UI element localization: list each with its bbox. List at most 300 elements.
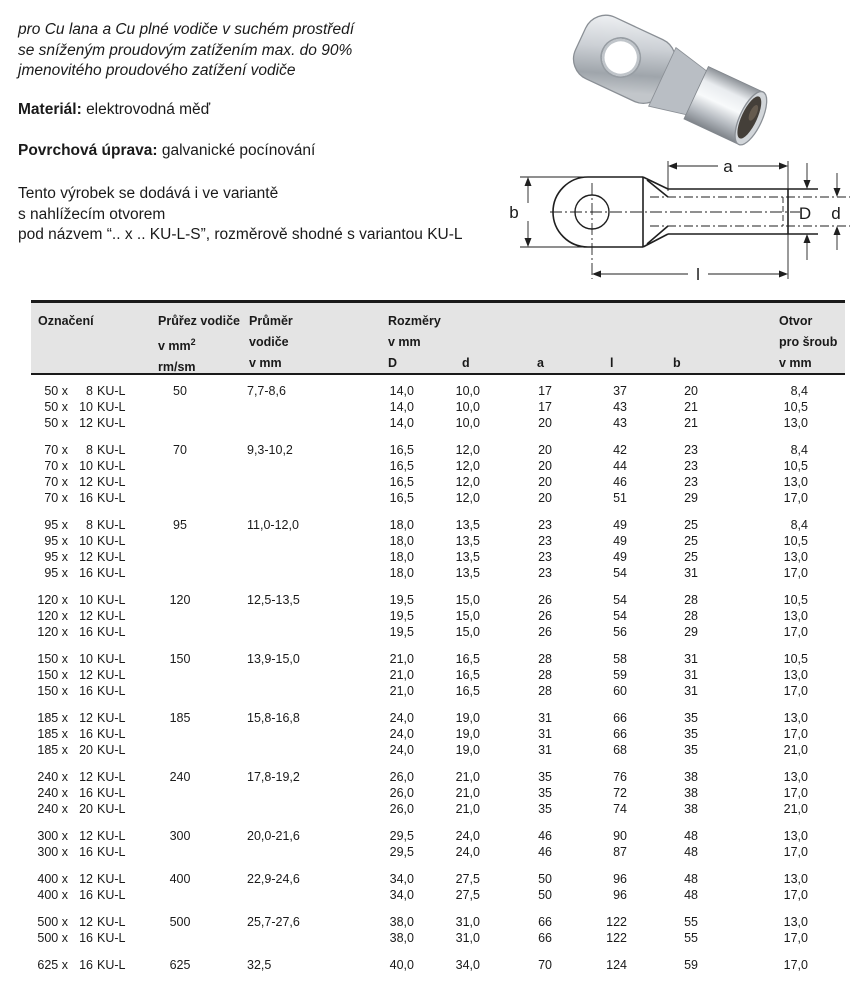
des-num: 20 bbox=[79, 802, 93, 816]
cell-cross-section: 95 bbox=[173, 518, 187, 532]
cell-cross-section: 70 bbox=[173, 443, 187, 457]
table-row bbox=[31, 565, 845, 581]
des-type: KU-L bbox=[97, 416, 126, 430]
cell-dim-l: 66 bbox=[613, 727, 627, 741]
cell-dim-D: 21,0 bbox=[389, 684, 414, 698]
cell-conductor-diameter bbox=[199, 930, 345, 946]
cell-dim-D: 18,0 bbox=[389, 534, 414, 548]
cell-cross-section: 120 bbox=[169, 593, 191, 607]
des-type: KU-L bbox=[97, 802, 126, 816]
cell-dim-D: 19,5 bbox=[389, 609, 414, 623]
cell-designation bbox=[31, 667, 161, 683]
des-num: 16 bbox=[79, 958, 93, 972]
des-type: KU-L bbox=[97, 609, 126, 623]
cell-dim-D: 24,0 bbox=[389, 711, 414, 725]
cell-cross-section bbox=[161, 667, 199, 683]
cell-screw-hole: 10,5 bbox=[783, 593, 808, 607]
cell-designation bbox=[31, 710, 161, 726]
product-photo bbox=[540, 0, 862, 158]
cell-conductor-diameter: 17,8-19,2 bbox=[247, 770, 300, 784]
material-label: Materiál: bbox=[18, 101, 82, 118]
cell-cross-section bbox=[161, 474, 199, 490]
cell-dim-a: 66 bbox=[538, 931, 552, 945]
cell-cross-section bbox=[161, 608, 199, 624]
des-num: 16 bbox=[79, 888, 93, 902]
des-pre: 500 x bbox=[37, 931, 68, 945]
table-row bbox=[31, 517, 845, 533]
cell-cross-section bbox=[161, 887, 199, 903]
cell-screw-hole: 13,0 bbox=[783, 711, 808, 725]
table-group bbox=[31, 383, 845, 431]
cell-cross-section bbox=[161, 458, 199, 474]
cell-dim-b: 48 bbox=[684, 829, 698, 843]
cell-dim-a: 23 bbox=[538, 550, 552, 564]
cell-designation bbox=[31, 828, 161, 844]
cell-dim-D: 29,5 bbox=[389, 829, 414, 843]
cell-designation bbox=[31, 726, 161, 742]
cell-dim-a: 17 bbox=[538, 400, 552, 414]
cell-dim-a: 50 bbox=[538, 888, 552, 902]
cell-dim-a: 46 bbox=[538, 829, 552, 843]
cell-dim-d: 34,0 bbox=[455, 958, 480, 972]
surface-treatment-value: galvanické pocínování bbox=[161, 142, 316, 159]
des-pre: 185 x bbox=[37, 711, 68, 725]
table-row bbox=[31, 383, 845, 399]
cell-dim-a: 28 bbox=[538, 684, 552, 698]
des-pre: 240 x bbox=[37, 802, 68, 816]
cable-lug-image bbox=[566, 8, 775, 154]
cell-dim-b: 21 bbox=[684, 416, 698, 430]
cell-screw-hole: 10,5 bbox=[783, 652, 808, 666]
table-header bbox=[31, 300, 845, 375]
table-row bbox=[31, 930, 845, 946]
cell-dim-d: 19,0 bbox=[455, 743, 480, 757]
table-group bbox=[31, 651, 845, 699]
cell-cross-section bbox=[161, 549, 199, 565]
des-type: KU-L bbox=[97, 770, 126, 784]
cell-dim-l: 68 bbox=[613, 743, 627, 757]
cell-dim-D: 18,0 bbox=[389, 566, 414, 580]
cell-cross-section: 300 bbox=[169, 829, 191, 843]
cell-designation bbox=[31, 914, 161, 930]
cell-dim-a: 35 bbox=[538, 802, 552, 816]
cell-screw-hole: 17,0 bbox=[783, 625, 808, 639]
cell-dim-a: 28 bbox=[538, 652, 552, 666]
cell-screw-hole: 13,0 bbox=[783, 915, 808, 929]
cell-conductor-diameter: 7,7-8,6 bbox=[247, 384, 286, 398]
des-num: 12 bbox=[79, 416, 93, 430]
cell-screw-hole: 13,0 bbox=[783, 872, 808, 886]
cell-dim-l: 87 bbox=[613, 845, 627, 859]
surface-treatment-line bbox=[18, 142, 315, 160]
cell-designation bbox=[31, 549, 161, 565]
cell-dim-a: 50 bbox=[538, 872, 552, 886]
cell-dim-b: 31 bbox=[684, 668, 698, 682]
dim-label-a: a bbox=[723, 157, 733, 176]
header-cross-section: Průřez vodiče v $mm^2$ rm/sm bbox=[158, 314, 240, 375]
cell-dim-D: 16,5 bbox=[389, 475, 414, 489]
cell-designation bbox=[31, 683, 161, 699]
des-num: 16 bbox=[79, 491, 93, 505]
cell-conductor-diameter bbox=[199, 565, 345, 581]
table-row bbox=[31, 742, 845, 758]
des-type: KU-L bbox=[97, 958, 126, 972]
cell-screw-hole: 10,5 bbox=[783, 534, 808, 548]
cell-designation bbox=[31, 769, 161, 785]
cell-dim-a: 17 bbox=[538, 384, 552, 398]
cell-dim-d: 19,0 bbox=[455, 711, 480, 725]
table-row bbox=[31, 533, 845, 549]
cell-dim-l: 43 bbox=[613, 400, 627, 414]
cell-dim-D: 18,0 bbox=[389, 550, 414, 564]
cell-dim-b: 59 bbox=[684, 958, 698, 972]
des-pre: 500 x bbox=[37, 915, 68, 929]
des-pre: 240 x bbox=[37, 770, 68, 784]
des-type: KU-L bbox=[97, 872, 126, 886]
cell-dim-l: 122 bbox=[606, 915, 627, 929]
cell-dim-l: 56 bbox=[613, 625, 627, 639]
intro-paragraph bbox=[18, 20, 354, 82]
cell-dim-l: 54 bbox=[613, 593, 627, 607]
cell-conductor-diameter bbox=[199, 549, 345, 565]
des-num: 12 bbox=[79, 872, 93, 886]
des-num: 12 bbox=[79, 770, 93, 784]
des-num: 12 bbox=[79, 915, 93, 929]
table-row bbox=[31, 914, 845, 930]
cell-screw-hole: 17,0 bbox=[783, 566, 808, 580]
cell-designation bbox=[31, 415, 161, 431]
table-row bbox=[31, 683, 845, 699]
cell-dim-a: 46 bbox=[538, 845, 552, 859]
cell-dim-b: 38 bbox=[684, 802, 698, 816]
header-designation: Označení bbox=[38, 314, 94, 328]
table-row bbox=[31, 726, 845, 742]
des-pre: 185 x bbox=[37, 727, 68, 741]
cell-dim-l: 51 bbox=[613, 491, 627, 505]
des-pre: 240 x bbox=[37, 786, 68, 800]
cell-dim-D: 16,5 bbox=[389, 443, 414, 457]
variant-paragraph bbox=[18, 184, 463, 246]
des-num: 16 bbox=[79, 684, 93, 698]
des-type: KU-L bbox=[97, 475, 126, 489]
des-pre: 95 x bbox=[44, 550, 68, 564]
cell-dim-d: 10,0 bbox=[455, 400, 480, 414]
cell-screw-hole: 17,0 bbox=[783, 491, 808, 505]
intro-line: pro Cu lana a Cu plné vodiče v suchém prostředí bbox=[18, 21, 355, 38]
cell-dim-D: 16,5 bbox=[389, 491, 414, 505]
cell-dim-a: 20 bbox=[538, 443, 552, 457]
cell-designation bbox=[31, 844, 161, 860]
table-row bbox=[31, 828, 845, 844]
cell-dim-l: 74 bbox=[613, 802, 627, 816]
cell-conductor-diameter bbox=[199, 683, 345, 699]
des-type: KU-L bbox=[97, 931, 126, 945]
cell-dim-l: 42 bbox=[613, 443, 627, 457]
table-row bbox=[31, 667, 845, 683]
cell-dim-a: 66 bbox=[538, 915, 552, 929]
cell-cross-section bbox=[161, 415, 199, 431]
cell-cross-section bbox=[161, 683, 199, 699]
cell-dim-b: 48 bbox=[684, 845, 698, 859]
des-num: 8 bbox=[86, 443, 93, 457]
table-group bbox=[31, 442, 845, 506]
des-type: KU-L bbox=[97, 684, 126, 698]
cell-dim-b: 28 bbox=[684, 593, 698, 607]
des-num: 16 bbox=[79, 845, 93, 859]
cell-screw-hole: 17,0 bbox=[783, 684, 808, 698]
cell-dim-b: 55 bbox=[684, 931, 698, 945]
des-pre: 150 x bbox=[37, 652, 68, 666]
cell-dim-D: 14,0 bbox=[389, 400, 414, 414]
des-type: KU-L bbox=[97, 888, 126, 902]
cell-conductor-diameter bbox=[199, 801, 345, 817]
cell-dim-a: 23 bbox=[538, 518, 552, 532]
table-row bbox=[31, 592, 845, 608]
cell-conductor-diameter: 22,9-24,6 bbox=[247, 872, 300, 886]
table-group bbox=[31, 914, 845, 946]
cell-dim-d: 12,0 bbox=[455, 459, 480, 473]
des-num: 10 bbox=[79, 400, 93, 414]
cell-dim-b: 31 bbox=[684, 652, 698, 666]
header-sub-d: d bbox=[462, 356, 470, 370]
cell-dim-D: 29,5 bbox=[389, 845, 414, 859]
header-sub-D: D bbox=[388, 356, 398, 370]
des-type: KU-L bbox=[97, 400, 126, 414]
cell-conductor-diameter bbox=[199, 399, 345, 415]
cell-cross-section bbox=[161, 533, 199, 549]
cell-dim-l: 66 bbox=[613, 711, 627, 725]
table-row bbox=[31, 871, 845, 887]
cell-dim-d: 15,0 bbox=[455, 609, 480, 623]
des-type: KU-L bbox=[97, 518, 126, 532]
des-num: 10 bbox=[79, 652, 93, 666]
cell-conductor-diameter bbox=[199, 458, 345, 474]
cell-dim-D: 19,5 bbox=[389, 625, 414, 639]
cell-screw-hole: 21,0 bbox=[783, 802, 808, 816]
cell-conductor-diameter bbox=[199, 887, 345, 903]
cell-dim-a: 20 bbox=[538, 491, 552, 505]
des-pre: 150 x bbox=[37, 684, 68, 698]
cell-designation bbox=[31, 742, 161, 758]
cell-dim-d: 31,0 bbox=[455, 931, 480, 945]
table-row bbox=[31, 801, 845, 817]
cell-dim-d: 16,5 bbox=[455, 668, 480, 682]
cell-dim-d: 13,5 bbox=[455, 534, 480, 548]
cell-dim-a: 31 bbox=[538, 727, 552, 741]
cell-dim-D: 24,0 bbox=[389, 727, 414, 741]
cell-dim-a: 31 bbox=[538, 711, 552, 725]
cell-screw-hole: 13,0 bbox=[783, 829, 808, 843]
cell-dim-a: 26 bbox=[538, 609, 552, 623]
des-type: KU-L bbox=[97, 727, 126, 741]
variant-line: s nahlížecím otvorem bbox=[18, 205, 166, 223]
des-num: 16 bbox=[79, 625, 93, 639]
cell-designation bbox=[31, 651, 161, 667]
cell-designation bbox=[31, 624, 161, 640]
cell-dim-D: 14,0 bbox=[389, 416, 414, 430]
cell-screw-hole: 10,5 bbox=[783, 459, 808, 473]
dim-label-b: b bbox=[509, 203, 519, 222]
material-line bbox=[18, 101, 210, 119]
cell-dim-D: 19,5 bbox=[389, 593, 414, 607]
cell-screw-hole: 13,0 bbox=[783, 416, 808, 430]
table-group bbox=[31, 710, 845, 758]
cell-dim-l: 96 bbox=[613, 888, 627, 902]
cell-dim-b: 38 bbox=[684, 786, 698, 800]
cell-dim-d: 12,0 bbox=[455, 443, 480, 457]
table-group bbox=[31, 592, 845, 640]
des-type: KU-L bbox=[97, 829, 126, 843]
cell-designation bbox=[31, 474, 161, 490]
header-screw-hole: Otvor pro šroub v mm bbox=[779, 314, 838, 370]
table-row bbox=[31, 651, 845, 667]
cell-dim-a: 26 bbox=[538, 625, 552, 639]
des-pre: 95 x bbox=[44, 518, 68, 532]
cell-dim-b: 25 bbox=[684, 518, 698, 532]
des-pre: 185 x bbox=[37, 743, 68, 757]
cell-conductor-diameter: 32,5 bbox=[247, 958, 272, 972]
cell-dim-a: 23 bbox=[538, 534, 552, 548]
cell-dim-D: 26,0 bbox=[389, 770, 414, 784]
des-pre: 70 x bbox=[44, 475, 68, 489]
des-num: 8 bbox=[86, 384, 93, 398]
des-type: KU-L bbox=[97, 668, 126, 682]
cell-dim-d: 16,5 bbox=[455, 684, 480, 698]
cell-dim-l: 76 bbox=[613, 770, 627, 784]
des-pre: 400 x bbox=[37, 888, 68, 902]
table-row bbox=[31, 710, 845, 726]
cell-dim-l: 37 bbox=[613, 384, 627, 398]
cell-dim-D: 14,0 bbox=[389, 384, 414, 398]
cell-cross-section: 500 bbox=[169, 915, 191, 929]
cell-cross-section bbox=[161, 399, 199, 415]
cell-screw-hole: 21,0 bbox=[783, 743, 808, 757]
des-type: KU-L bbox=[97, 593, 126, 607]
cell-screw-hole: 17,0 bbox=[783, 727, 808, 741]
cell-dim-a: 26 bbox=[538, 593, 552, 607]
cell-dim-b: 20 bbox=[684, 384, 698, 398]
cell-designation bbox=[31, 592, 161, 608]
cell-dim-a: 31 bbox=[538, 743, 552, 757]
cell-dim-b: 23 bbox=[684, 443, 698, 457]
cell-dim-l: 43 bbox=[613, 416, 627, 430]
cell-dim-d: 10,0 bbox=[455, 416, 480, 430]
des-type: KU-L bbox=[97, 491, 126, 505]
cell-dim-l: 124 bbox=[606, 958, 627, 972]
cell-screw-hole: 13,0 bbox=[783, 550, 808, 564]
table-row bbox=[31, 549, 845, 565]
cell-screw-hole: 10,5 bbox=[783, 400, 808, 414]
cell-cross-section bbox=[161, 801, 199, 817]
dim-label-l: l bbox=[696, 265, 700, 284]
des-pre: 70 x bbox=[44, 443, 68, 457]
cell-cross-section bbox=[161, 742, 199, 758]
cell-conductor-diameter bbox=[199, 785, 345, 801]
cell-dim-D: 40,0 bbox=[389, 958, 414, 972]
cell-cross-section bbox=[161, 930, 199, 946]
cell-dim-d: 15,0 bbox=[455, 625, 480, 639]
cell-dim-l: 54 bbox=[613, 609, 627, 623]
des-pre: 70 x bbox=[44, 459, 68, 473]
cell-cross-section bbox=[161, 844, 199, 860]
cell-conductor-diameter bbox=[199, 474, 345, 490]
cell-dim-l: 90 bbox=[613, 829, 627, 843]
cell-screw-hole: 13,0 bbox=[783, 475, 808, 489]
cell-conductor-diameter bbox=[199, 608, 345, 624]
dimension-diagram bbox=[500, 150, 862, 292]
cell-dim-l: 44 bbox=[613, 459, 627, 473]
cell-dim-d: 27,5 bbox=[455, 872, 480, 886]
material-value: elektrovodná měď bbox=[86, 101, 211, 118]
des-num: 12 bbox=[79, 609, 93, 623]
des-num: 8 bbox=[86, 518, 93, 532]
cell-dim-b: 28 bbox=[684, 609, 698, 623]
cell-dim-l: 72 bbox=[613, 786, 627, 800]
cell-dim-a: 20 bbox=[538, 416, 552, 430]
table-group bbox=[31, 957, 845, 973]
cell-conductor-diameter: 12,5-13,5 bbox=[247, 593, 300, 607]
cell-dim-b: 55 bbox=[684, 915, 698, 929]
cell-screw-hole: 17,0 bbox=[783, 958, 808, 972]
cell-conductor-diameter bbox=[199, 742, 345, 758]
cell-dim-D: 26,0 bbox=[389, 802, 414, 816]
cell-dim-l: 46 bbox=[613, 475, 627, 489]
cell-dim-D: 26,0 bbox=[389, 786, 414, 800]
des-pre: 120 x bbox=[37, 625, 68, 639]
des-type: KU-L bbox=[97, 743, 126, 757]
cell-dim-b: 23 bbox=[684, 475, 698, 489]
cell-dim-d: 31,0 bbox=[455, 915, 480, 929]
intro-line: se sníženým proudovým zatížením max. do 90% bbox=[18, 41, 353, 59]
cell-dim-a: 35 bbox=[538, 770, 552, 784]
cell-cross-section bbox=[161, 624, 199, 640]
table-group bbox=[31, 769, 845, 817]
des-num: 16 bbox=[79, 727, 93, 741]
cell-dim-b: 25 bbox=[684, 534, 698, 548]
cell-cross-section: 400 bbox=[169, 872, 191, 886]
intro-line: jmenovitého proudového zatížení vodiče bbox=[18, 62, 296, 79]
des-type: KU-L bbox=[97, 845, 126, 859]
cell-dim-D: 18,0 bbox=[389, 518, 414, 532]
cell-dim-D: 21,0 bbox=[389, 652, 414, 666]
cell-conductor-diameter bbox=[199, 726, 345, 742]
cell-designation bbox=[31, 887, 161, 903]
cell-dim-l: 58 bbox=[613, 652, 627, 666]
des-pre: 400 x bbox=[37, 872, 68, 886]
cell-conductor-diameter bbox=[199, 533, 345, 549]
table-body bbox=[31, 375, 845, 973]
cell-conductor-diameter bbox=[199, 667, 345, 683]
des-pre: 70 x bbox=[44, 491, 68, 505]
cell-dim-d: 21,0 bbox=[455, 770, 480, 784]
cell-dim-a: 28 bbox=[538, 668, 552, 682]
dim-label-D: D bbox=[798, 204, 812, 223]
variant-line: pod názvem “.. x .. KU-L-S”, rozměrově shodné s variantou KU-L bbox=[18, 226, 463, 243]
table-row bbox=[31, 474, 845, 490]
des-type: KU-L bbox=[97, 550, 126, 564]
table-row bbox=[31, 442, 845, 458]
cell-dim-d: 21,0 bbox=[455, 802, 480, 816]
cell-dim-l: 60 bbox=[613, 684, 627, 698]
table-row bbox=[31, 458, 845, 474]
cell-dim-a: 23 bbox=[538, 566, 552, 580]
cell-dim-d: 21,0 bbox=[455, 786, 480, 800]
des-pre: 50 x bbox=[44, 384, 68, 398]
cell-designation bbox=[31, 565, 161, 581]
cell-designation bbox=[31, 930, 161, 946]
des-pre: 120 x bbox=[37, 609, 68, 623]
dim-label-d: d bbox=[831, 204, 841, 223]
